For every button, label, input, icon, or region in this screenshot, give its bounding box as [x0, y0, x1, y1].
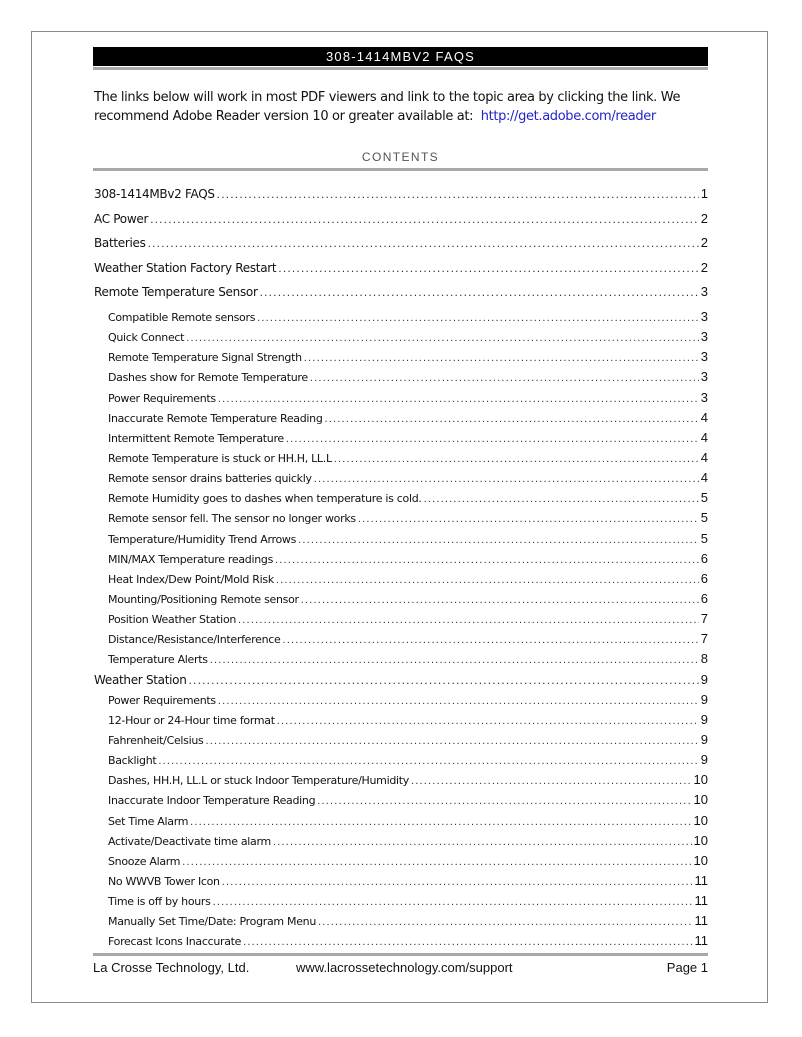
toc-subentry-label: No WWVB Tower Icon: [108, 874, 220, 888]
toc-subentry-page: 9: [700, 752, 708, 768]
toc-subentry-page: 10: [693, 812, 708, 828]
toc-entry[interactable]: [94, 233, 708, 258]
footer-page-number: Page 1: [666, 960, 708, 975]
toc-leader: [314, 469, 699, 488]
toc-subentry[interactable]: [94, 529, 708, 549]
toc-subentry-page: 8: [700, 651, 708, 667]
toc-subentry-page: 3: [700, 369, 708, 385]
toc-subentry-page: 5: [700, 510, 708, 526]
footer-divider: [93, 953, 708, 956]
toc-leader: [257, 308, 699, 327]
toc-leader: [282, 630, 698, 649]
toc-subentry-label: Forecast Icons Inaccurate: [108, 935, 242, 949]
toc-subentry-page: 10: [693, 792, 708, 808]
toc-leader: [243, 932, 692, 951]
toc-leader: [182, 852, 691, 871]
toc-subentry-label: Dashes, HH.H, LL.L or stuck Indoor Temperature/Humidity: [108, 774, 410, 788]
toc-subentry-label: Activate/Deactivate time alarm: [108, 834, 271, 848]
toc-subentry[interactable]: [94, 629, 708, 649]
toc-leader: [286, 429, 699, 448]
toc-entry[interactable]: [94, 258, 708, 283]
toc-entry-label: Batteries: [94, 236, 146, 251]
page-title: 308-1414MBV2 FAQS: [93, 47, 708, 66]
toc-subentry[interactable]: [94, 327, 708, 347]
toc-subentry[interactable]: [94, 408, 708, 428]
toc-subentry[interactable]: [94, 448, 708, 468]
toc-subentry-page: 6: [700, 570, 708, 586]
toc-subentry-page: 4: [700, 449, 708, 465]
toc-leader: [222, 872, 693, 891]
toc-subentry-label: Quick Connect: [108, 331, 185, 345]
toc-subentry-label: Remote sensor drains batteries quickly: [108, 472, 312, 486]
toc-leader: [424, 489, 699, 508]
intro-paragraph: [94, 88, 714, 126]
toc-leader: [217, 184, 699, 204]
toc-leader: [318, 912, 692, 931]
toc-subentry-label: Inaccurate Remote Temperature Reading: [108, 411, 323, 425]
toc-subentry[interactable]: [94, 730, 708, 750]
toc-subentry-label: MIN/MAX Temperature readings: [108, 552, 274, 566]
toc-subentry-page: 3: [700, 308, 708, 324]
toc-subentry-label: Snooze Alarm: [108, 854, 181, 868]
toc-subentry-label: Remote Humidity goes to dashes when temperature is cold.: [108, 492, 422, 506]
toc-leader: [238, 610, 699, 629]
toc-leader: [260, 282, 699, 302]
toc-subentry[interactable]: [94, 609, 708, 629]
toc-subentry-page: 4: [700, 409, 708, 425]
toc-entry-page: 2: [700, 259, 708, 275]
toc-entry-page: 2: [700, 210, 708, 226]
toc-leader: [158, 751, 698, 770]
toc-subentry-page: 7: [700, 611, 708, 627]
toc-subentry-page: 11: [694, 933, 708, 949]
toc-entry-label: Weather Station Factory Restart: [94, 260, 277, 275]
toc-subentry-label: Position Weather Station: [108, 613, 237, 627]
toc-leader: [411, 771, 692, 790]
contents-divider: [93, 168, 708, 171]
toc-subentry[interactable]: [94, 911, 708, 931]
toc-entry-page: 1: [700, 186, 708, 201]
toc-subentry-label: 12-Hour or 24-Hour time format: [108, 713, 275, 727]
toc-entry[interactable]: [94, 670, 708, 690]
toc-entry[interactable]: [94, 209, 708, 234]
toc-subentry[interactable]: [94, 488, 708, 508]
toc-subentry[interactable]: [94, 710, 708, 730]
toc-leader: [304, 348, 699, 367]
toc-subentry[interactable]: [94, 871, 708, 891]
toc-subentry-page: 6: [700, 590, 708, 606]
footer-url[interactable]: www.lacrossetechnology.com/support: [296, 960, 513, 975]
toc-subentry-page: 3: [700, 389, 708, 405]
toc-subentry-page: 9: [700, 731, 708, 747]
toc-leader: [218, 691, 699, 710]
toc-subentry[interactable]: [94, 428, 708, 448]
toc-subentry[interactable]: [94, 307, 708, 327]
toc-leader: [310, 368, 699, 387]
toc-subentry-page: 11: [694, 913, 708, 929]
toc-entry-label: Remote Temperature Sensor: [94, 285, 258, 300]
toc-subentry[interactable]: [94, 750, 708, 770]
toc-subentry[interactable]: [94, 851, 708, 871]
toc-subentry[interactable]: [94, 388, 708, 408]
toc-subentry[interactable]: [94, 831, 708, 851]
toc-subentry-label: Inaccurate Indoor Temperature Reading: [108, 794, 316, 808]
toc-subentry-label: Fahrenheit/Celsius: [108, 733, 204, 747]
toc-leader: [150, 209, 699, 229]
toc-leader: [148, 233, 699, 253]
toc-subentry-label: Power Requirements: [108, 391, 216, 405]
toc-subentry-label: Dashes show for Remote Temperature: [108, 371, 308, 385]
toc-subentry[interactable]: [94, 891, 708, 911]
toc-subentry-page: 11: [694, 872, 708, 888]
toc-subentry-page: 10: [693, 832, 708, 848]
toc-subentry[interactable]: [94, 589, 708, 609]
toc-subentry-label: Remote Temperature Signal Strength: [108, 351, 302, 365]
toc-subentry[interactable]: [94, 811, 708, 831]
toc-leader: [210, 650, 699, 669]
toc-subentry-page: 3: [700, 349, 708, 365]
toc-subentry[interactable]: [94, 790, 708, 810]
toc-subentry[interactable]: [94, 367, 708, 387]
toc-subentry-label: Time is off by hours: [108, 895, 211, 909]
toc-leader: [325, 409, 699, 428]
toc-leader: [275, 550, 699, 569]
toc-entry-label: AC Power: [94, 211, 149, 226]
toc-subentry-label: Remote sensor fell. The sensor no longer works: [108, 512, 356, 526]
toc-leader: [317, 791, 691, 810]
intro-text: The links below will work in most PDF viewers and link to the topic area by clicking the link. We recommend Adobe Reader version 10 or greater available at:: [94, 90, 681, 124]
toc-subentry[interactable]: [94, 569, 708, 589]
toc-subentry-page: 5: [700, 530, 708, 546]
toc-subentry-page: 10: [693, 852, 708, 868]
toc-subentry-label: Set Time Alarm: [108, 814, 189, 828]
toc-entry[interactable]: [94, 282, 708, 307]
title-divider: [93, 67, 708, 70]
toc-leader: [276, 570, 699, 589]
toc-subentry[interactable]: [94, 770, 708, 790]
footer-company: La Crosse Technology, Ltd.: [93, 960, 250, 975]
toc-subentry-label: Intermittent Remote Temperature: [108, 431, 284, 445]
toc-subentry-label: Backlight: [108, 754, 157, 768]
toc-subentry-page: 9: [700, 711, 708, 727]
toc-subentry-page: 5: [700, 490, 708, 506]
toc-leader: [213, 892, 693, 911]
toc-leader: [273, 832, 692, 851]
toc-entry-label: 308-1414MBv2 FAQS: [94, 187, 215, 201]
contents-heading: CONTENTS: [361, 150, 440, 164]
toc-subentry-page: 7: [700, 631, 708, 647]
toc-subentry-label: Distance/Resistance/Interference: [108, 633, 281, 647]
toc-subentry-label: Temperature Alerts: [108, 653, 208, 667]
toc-subentry-label: Remote Temperature is stuck or HH.H, LL.L: [108, 451, 332, 465]
toc-leader: [189, 670, 699, 690]
toc-subentry-label: Power Requirements: [108, 693, 216, 707]
toc-leader: [277, 711, 699, 730]
toc-entry[interactable]: [94, 184, 708, 209]
toc-leader: [298, 530, 699, 549]
toc-subentry[interactable]: [94, 347, 708, 367]
toc-entry-page: 3: [700, 284, 708, 300]
toc-entry-label: Weather Station: [94, 672, 187, 687]
toc-entry-page: 9: [700, 671, 708, 687]
toc-subentry-page: 6: [700, 550, 708, 566]
toc-subentry[interactable]: [94, 649, 708, 669]
adobe-reader-link[interactable]: http://get.adobe.com/reader: [480, 109, 656, 124]
toc-subentry[interactable]: [94, 549, 708, 569]
toc-subentry-page: 3: [700, 329, 708, 345]
table-of-contents: [94, 184, 708, 952]
toc-subentry-page: 4: [700, 429, 708, 445]
toc-subentry[interactable]: [94, 468, 708, 488]
toc-subentry-page: 11: [694, 893, 708, 909]
toc-leader: [301, 590, 699, 609]
toc-subentry[interactable]: [94, 508, 708, 528]
toc-subentry-page: 9: [700, 691, 708, 707]
toc-leader: [186, 328, 699, 347]
toc-subentry-label: Manually Set Time/Date: Program Menu: [108, 915, 317, 929]
toc-subentry-label: Heat Index/Dew Point/Mold Risk: [108, 572, 274, 586]
toc-leader: [190, 812, 691, 831]
toc-subentry[interactable]: [94, 690, 708, 710]
toc-subentry-page: 4: [700, 470, 708, 486]
toc-subentry-page: 10: [693, 772, 708, 788]
toc-subentry-label: Mounting/Positioning Remote sensor: [108, 592, 299, 606]
toc-subentry-label: Temperature/Humidity Trend Arrows: [108, 532, 297, 546]
toc-leader: [278, 258, 698, 278]
toc-leader: [218, 389, 699, 408]
toc-subentry-label: Compatible Remote sensors: [108, 310, 256, 324]
toc-leader: [334, 449, 699, 468]
toc-leader: [358, 509, 699, 528]
toc-subentry[interactable]: [94, 931, 708, 951]
toc-leader: [205, 731, 698, 750]
toc-entry-page: 2: [700, 235, 708, 251]
